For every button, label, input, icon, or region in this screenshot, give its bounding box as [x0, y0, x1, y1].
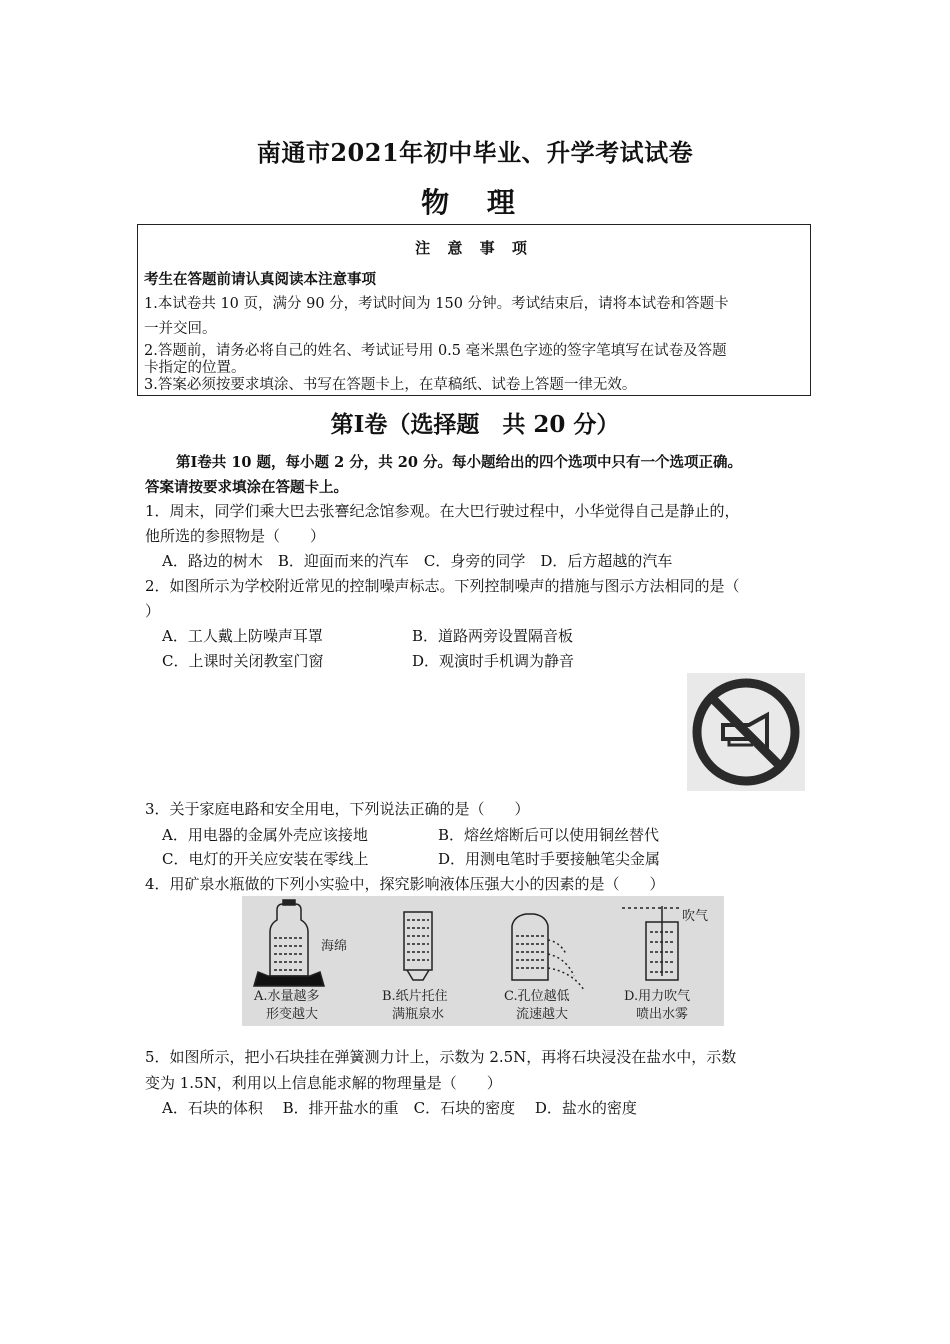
q1-stem-1: 1．周末，同学们乘大巴去张謇纪念馆参观。在大巴行驶过程中，小华觉得自己是静止的，: [145, 502, 740, 520]
bottle-on-sponge-illustration: [254, 900, 324, 986]
subject-title: 物 理: [421, 186, 529, 219]
q5-stem-1: 5．如图所示，把小石块挂在弹簧测力计上，示数为 2.5N，再将石块浸没在盐水中，示数: [145, 1048, 737, 1066]
section-instruction-2: 答案请按要求填涂在答题卡上。: [145, 479, 348, 496]
label-b-line2: 满瓶泉水: [392, 1007, 445, 1022]
notice-line-1a: 1.本试卷共 10 页，满分 90 分，考试时间为 150 分钟。考试结束后，请将本试卷和答题卡: [144, 296, 729, 312]
notice-heading: 注 意 事 项: [415, 239, 533, 257]
q1-options: A．路边的树木 B．迎面而来的汽车 C．身旁的同学 D．后方超越的汽车: [162, 552, 673, 570]
label-sponge: 海绵: [321, 939, 348, 954]
q1-stem-2: 他所选的参照物是（ ）: [145, 527, 326, 545]
notice-line-3: 3.答案必须按要求填涂、书写在答题卡上，在草稿纸、试卷上答题一律无效。: [144, 377, 637, 393]
notice-box: [137, 224, 811, 396]
no-horn-icon: [687, 673, 805, 791]
q3-option-d: D．用测电笔时手要接触笔尖金属: [438, 850, 661, 868]
label-a-line2: 形变越大: [266, 1007, 319, 1022]
q3-option-a: A．用电器的金属外壳应该接地: [162, 826, 368, 844]
q2-option-c: C．上课时关闭教室门窗: [162, 652, 324, 670]
no-horn-sign-image: [687, 673, 805, 791]
label-a-line1: A.水量越多: [254, 989, 320, 1004]
q2-stem-2: ）: [145, 602, 161, 620]
label-d-line1: D.用力吹气: [624, 989, 691, 1004]
q5-options: A．石块的体积 B．排开盐水的重 C．石块的密度 D．盐水的密度: [162, 1099, 637, 1117]
notice-lead: 考生在答题前请认真阅读本注意事项: [144, 271, 376, 288]
notice-line-2a: 2.答题前，请务必将自己的姓名、考试证号用 0.5 毫米黑色字迹的签字笔填写在试卷及答题: [144, 343, 727, 359]
bottle-with-holes-illustration: [512, 914, 584, 990]
notice-line-2b: 卡指定的位置。: [144, 360, 246, 376]
q3-stem: 3．关于家庭电路和安全用电，下列说法正确的是（ ）: [145, 800, 530, 818]
blow-straw-illustration: [622, 906, 682, 980]
label-c-line1: C.孔位越低: [504, 989, 570, 1004]
bottle-experiments-figure: [242, 896, 724, 1026]
exam-title: 南通市2021年初中毕业、升学考试试卷: [256, 138, 694, 167]
q4-stem: 4．用矿泉水瓶做的下列小实验中，探究影响液体压强大小的因素的是（ ）: [145, 875, 665, 893]
label-c-line2: 流速越大: [516, 1007, 569, 1022]
q5-stem-2: 变为 1.5N，利用以上信息能求解的物理量是（ ）: [145, 1074, 502, 1092]
q2-option-b: B．道路两旁设置隔音板: [412, 627, 574, 645]
q2-stem-1: 2．如图所示为学校附近常见的控制噪声标志。下列控制噪声的措施与图示方法相同的是（: [145, 577, 740, 595]
section-instruction-1: 第Ⅰ卷共 10 题，每小题 2 分，共 20 分。每小题给出的四个选项中只有一个选项正确。: [176, 454, 743, 471]
q3-option-b: B．熔丝熔断后可以使用铜丝替代: [438, 826, 660, 844]
label-b-line1: B.纸片托住: [382, 989, 448, 1004]
section-title: 第Ⅰ卷（选择题 共 20 分）: [330, 411, 620, 438]
label-d-line2: 喷出水雾: [636, 1007, 689, 1022]
inverted-bottle-illustration: [404, 912, 432, 980]
q3-option-c: C．电灯的开关应安装在零线上: [162, 850, 369, 868]
q2-option-d: D．观演时手机调为静音: [412, 652, 575, 670]
notice-line-1b: 一并交回。: [144, 321, 217, 337]
label-blow: 吹气: [682, 909, 709, 924]
q2-option-a: A．工人戴上防噪声耳罩: [162, 627, 323, 645]
